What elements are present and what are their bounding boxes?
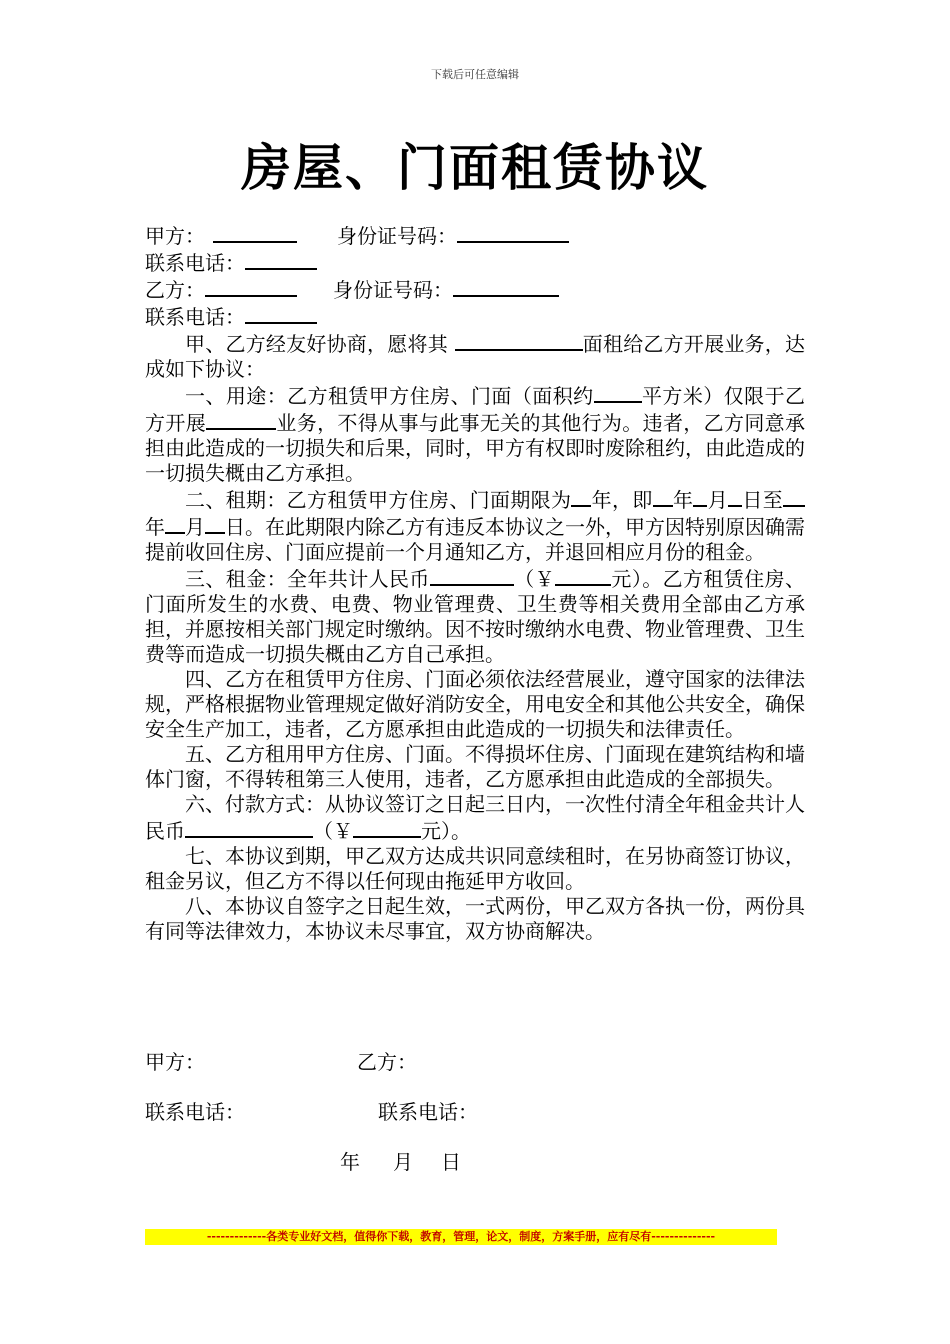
clause-7: 七、本协议到期，甲乙双方达成共识同意续租时，在另协商签订协议，租金另议，但乙方不得以任何现由拖延甲方收回。 (145, 844, 805, 893)
document-title: 房屋、门面租赁协议 (241, 138, 709, 197)
start-day-blank (728, 486, 742, 507)
party-b-phone-label: 联系电话： (145, 305, 245, 329)
term-years-blank (571, 486, 591, 507)
end-day-blank (205, 513, 225, 534)
party-b-phone-blank (245, 303, 317, 324)
party-a-phone-blank (245, 249, 317, 270)
clause-2-text-b: 年，即 (591, 488, 653, 512)
party-a-phone-line (145, 249, 805, 276)
clause-2-text-g: 月 (185, 515, 205, 539)
annual-rent-blank (430, 565, 514, 586)
signature-month: 月 (393, 1150, 413, 1174)
premises-blank (455, 330, 583, 351)
party-b-line (145, 276, 805, 303)
payment-total-blank (185, 817, 313, 838)
party-a-phone-label: 联系电话： (145, 251, 245, 275)
end-year-blank (783, 486, 805, 507)
clause-2-text-h: 日。在此期限内除乙方有违反本协议之一外，甲方因特别原因确需提前收回住房、门面应提前一个月通知乙方，并退回相应月份的租金。 (145, 515, 805, 564)
clause-1 (145, 382, 805, 486)
header-note: 下载后可任意编辑 (431, 68, 519, 81)
clause-1-text-b: 平方米）仅限于乙方开展 (145, 384, 806, 435)
party-a-id-blank (457, 222, 569, 243)
clause-6 (145, 792, 805, 844)
clause-4: 四、乙方在租赁甲方住房、门面必须依法经营展业，遵守国家的法律法规，严格根据物业管理规定做好消防安全，用电安全和其他公共安全，确保安全生产加工，违者，乙方愿承担由此造成的一切损失和法律责任。 (145, 667, 805, 741)
party-b-phone-line (145, 303, 805, 330)
clause-2-text-d: 月 (707, 488, 729, 512)
clause-2-text-f: 年 (145, 515, 165, 539)
business-blank (206, 409, 276, 430)
signature-phone-a: 联系电话： (145, 1100, 245, 1124)
party-b-id-label: 身份证号码： (333, 278, 453, 302)
start-year-blank (653, 486, 673, 507)
clause-6-text-c: 元）。 (421, 819, 471, 843)
party-a-label: 甲方： (145, 224, 205, 248)
party-b-name-blank (205, 276, 297, 297)
payment-amount-blank (353, 817, 421, 838)
clause-8: 八、本协议自签字之日起生效，一式两份，甲乙双方各执一份，两份具有同等法律效力，本协议未尽事宜，双方协商解决。 (145, 894, 805, 943)
start-month-blank (693, 486, 707, 507)
party-b-label: 乙方： (145, 278, 205, 302)
clause-2-text-e: 日至 (742, 488, 784, 512)
annual-rent-amount-blank (555, 565, 611, 586)
clause-3-text-c: 元）。乙方租赁住房、门面所发生的水费、电费、物业管理费、卫生费等相关费用全部由乙方承担，并愿按相关部门规定时缴纳。因不按时缴纳水电费、物业管理费、卫生费等而造成一切损失概由乙方自己承担。 (145, 567, 806, 666)
clause-2 (145, 486, 805, 565)
clause-6-text-a: 六、付款方式：从协议签订之日起三日内，一次性付清全年租金共计人民币 (145, 792, 805, 843)
party-a-id-label: 身份证号码： (337, 224, 457, 248)
intro-text-b: 面租给乙方开展业务，达成如下协议： (145, 332, 806, 381)
party-a-line (145, 222, 805, 249)
clause-1-text-c: 业务，不得从事与此事无关的其他行为。违者，乙方同意承担由此造成的一切损失和后果，同时，甲方有权即时废除租约，由此造成的一切损失概由乙方承担。 (145, 411, 806, 485)
contract-body (145, 222, 805, 944)
intro-text-a: 甲、乙方经友好协商，愿将其 (185, 332, 448, 356)
signature-year: 年 (340, 1150, 360, 1174)
intro-paragraph (145, 330, 805, 382)
clause-2-text-c: 年 (672, 488, 694, 512)
signature-phone-b: 联系电话： (378, 1100, 478, 1124)
area-blank (594, 382, 642, 403)
clause-3-text-b: （￥ (513, 567, 556, 591)
signature-day: 日 (441, 1150, 461, 1174)
clause-6-text-b: （￥ (313, 819, 353, 843)
clause-5: 五、乙方租用甲方住房、门面。不得损坏住房、门面现在建筑结构和墙体门窗，不得转租第三人使用，违者，乙方愿承担由此造成的全部损失。 (145, 742, 805, 791)
party-a-name-blank (213, 222, 297, 243)
footer-banner: -------------各类专业好文档，值得你下载，教育，管理，论文，制度，方案手册，应有尽有-------------- (145, 1229, 777, 1245)
clause-1-text-a: 一、用途：乙方租赁甲方住房、门面（面积约 (185, 384, 594, 408)
clause-3-text-a: 三、租金：全年共计人民币 (185, 567, 430, 591)
party-b-id-blank (453, 276, 559, 297)
end-month-blank (165, 513, 185, 534)
signature-party-b: 乙方： (357, 1050, 417, 1074)
signature-party-a: 甲方： (145, 1050, 205, 1074)
clause-3 (145, 565, 805, 667)
clause-2-text-a: 二、租期：乙方租赁甲方住房、门面期限为 (185, 488, 572, 512)
